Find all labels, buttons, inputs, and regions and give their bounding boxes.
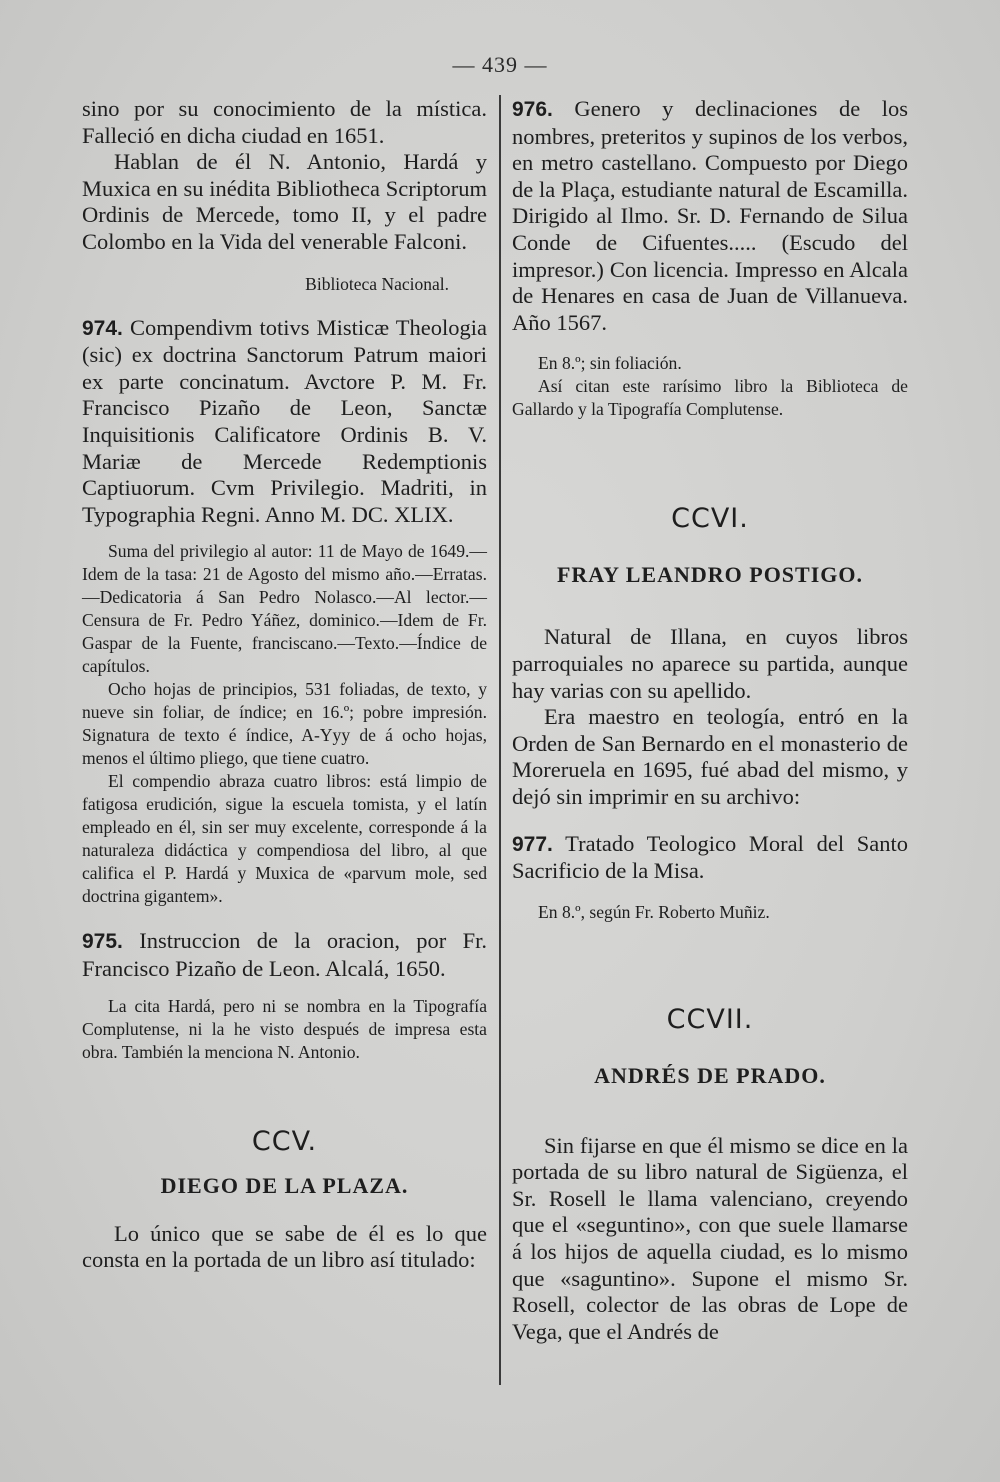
entry-note: La cita Hardá, pero ni se nombra en la Tipografía Complutense, ni la he visto después de impresa esta obra. También la menciona N. Antonio. [82,995,487,1062]
entry-number: 977. [512,832,553,856]
entry-note: En 8.º, según Fr. Roberto Muñiz. [538,901,770,922]
paragraph: sino por su conocimiento de la mística. Falleció en dicha ciudad en 1651. [82,96,487,148]
paragraph: Sin fijarse en que él mismo se dice en la portada de su libro natural de Sigüenza, el Sr. Rosell le llama valenciano, creyendo que el «seguntino», con que suele llamarse á los hijos de aquella ciudad, es lo mismo que «saguntino». Supone el mismo Sr. Rosell, colector de las obras de Lope de Vega, que el Andrés de [512,1132,908,1344]
entry-976 [512,96,908,336]
entry-note: Ocho hojas de principios, 531 foliadas, de texto, y nueve sin foliar, de índice; en 16.º; pobre impresión. Signatura de texto é índice, A-Yyy de á ocho hojas, menos el último pliego, que tiene cuatro. [82,679,487,769]
entry-note: En 8.º; sin foliación. [538,353,682,374]
section-heading-roman: CCV. [251,1125,318,1157]
page-number: — 439 — [452,52,548,77]
section-heading-roman: CCVI. [671,503,749,535]
entry-975 [82,928,487,982]
section-heading-name: ANDRÉS DE PRADO. [594,1062,826,1088]
location-note: Biblioteca Nacional. [305,273,449,294]
section-heading-name: DIEGO DE LA PLAZA. [160,1172,409,1198]
entry-note: Suma del privilegio al autor: 11 de Mayo de 1649.—Idem de la tasa: 21 de Agosto del mismo año.—Erratas.—Dedicatoria á San Pedro Nolasco.—Al lector.—Censura de Fr. Pedro Yáñez, dominico.—Idem de Fr. Gaspar de la Fuente, franciscano.—Texto.—Índice de capítulos. [82,541,487,677]
left-column [82,96,487,1274]
entry-title: Tratado Teologico Moral del Santo Sacrificio de la Misa. [512,830,909,884]
column-divider [499,95,501,1385]
right-column [512,96,908,1345]
entry-title: Genero y declinaciones de los nombres, preteritos y supinos de los verbos, en metro castellano. Compuesto por Diego de la Plaça, estudiante natural de Escamilla. Dirigido al Ilmo. Sr. D. Fernando de Silua Conde de Cifuentes..... (Escudo del impresor.) Con licencia. Impresso en Alcala de Henares en casa de Juan de Villanueva. Año 1567. [512,96,908,335]
entry-note: El compendio abraza cuatro libros: está limpio de fatigosa erudición, sigue la escuela tomista, y el latín empleado en él, sin ser muy excelente, corresponde á la naturaleza didáctica y compendiosa del libro, al que califica el P. Hardá y Muxica de «parvum mole, sed doctrina gigantem». [82,771,487,907]
paragraph: Lo único que se sabe de él es lo que consta en la portada de un libro así titulado: [82,1220,487,1273]
entry-977 [512,831,908,885]
entry-number: 976. [512,98,553,121]
entry-number: 974. [82,316,123,340]
entry-title: Instruccion de la oracion, por Fr. Francisco Pizaño de Leon. Alcalá, 1650. [82,928,487,981]
entry-note: Así citan este rarísimo libro la Biblioteca de Gallardo y la Tipografía Complutense. [512,376,908,420]
paragraph: Hablan de él N. Antonio, Hardá y Muxica en su inédita Bibliotheca Scriptorum Ordinis de Mercede, tomo II, y el padre Colombo en la Vida del venerable Falconi. [82,149,487,254]
paragraph: Natural de Illana, en cuyos libros parroquiales no aparece su partida, aunque hay varias con su apellido. [512,624,908,703]
section-heading-roman: CCVII. [666,1003,754,1035]
entry-title: Compendivm totivs Misticæ Theologia (sic) ex doctrina Sanctorum Patrum maiori ex parte concinatum. Avctore P. M. Fr. Francisco Pizaño de Leon, Sanctæ Inquisitionis Calificatore Ordinis B. V. Mariæ de Mercede Redemptionis Captiuorum. Cvm Privilegio. Madriti, in Typographia Regni. Anno M. DC. XLIX. [82,314,487,527]
entry-number: 975. [82,930,123,954]
entry-974 [82,315,487,529]
paragraph: Era maestro en teología, entró en la Orden de San Bernardo en el monasterio de Moreruela en 1695, fué abad del mismo, y dejó sin imprimir en su archivo: [512,704,908,809]
section-heading-name: FRAY LEANDRO POSTIGO. [556,562,864,588]
